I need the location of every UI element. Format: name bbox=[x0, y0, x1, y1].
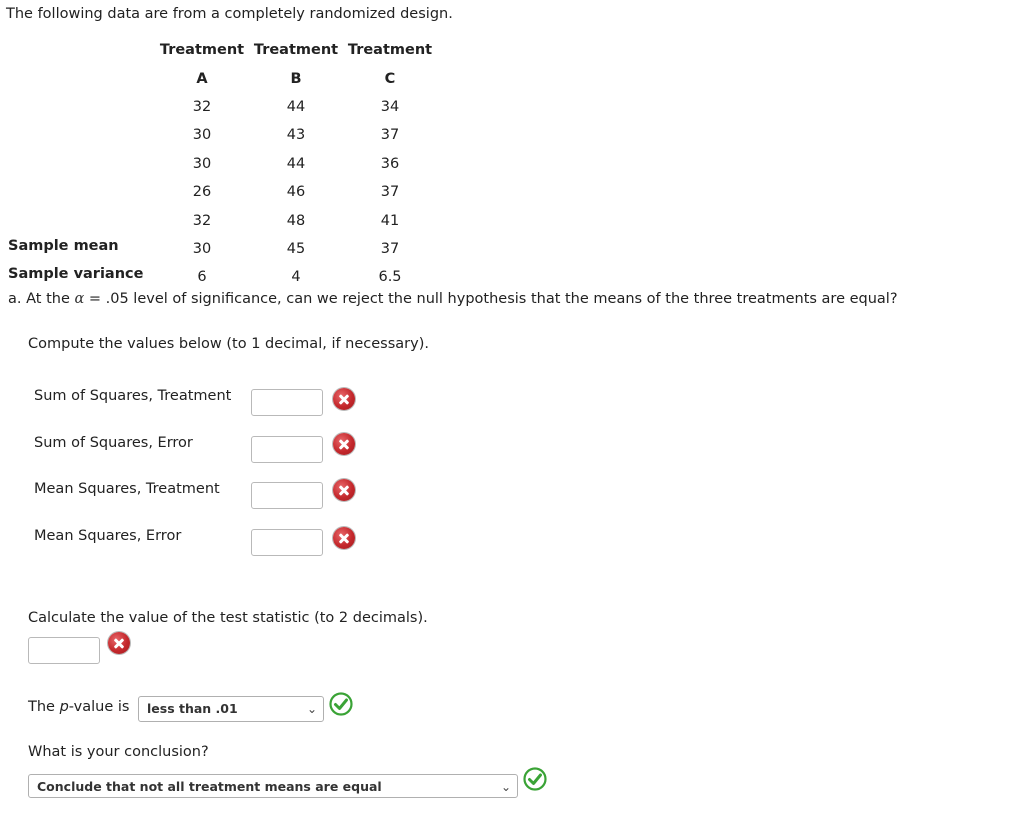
cell: 30 bbox=[192, 127, 212, 144]
ms-treatment-input[interactable] bbox=[251, 482, 323, 509]
cell: 37 bbox=[380, 240, 400, 257]
incorrect-icon bbox=[333, 527, 355, 549]
table-row bbox=[155, 206, 437, 234]
cell: 45 bbox=[286, 240, 306, 257]
cell: 44 bbox=[286, 98, 306, 115]
sample-mean-label: Sample mean bbox=[8, 238, 119, 254]
cell: 43 bbox=[286, 127, 306, 144]
cell: 34 bbox=[380, 98, 400, 115]
ss-error-input[interactable] bbox=[251, 436, 323, 463]
ss-treatment-input[interactable] bbox=[251, 389, 323, 416]
conclusion-select[interactable] bbox=[28, 774, 518, 798]
question-a-prefix: a. At the bbox=[8, 291, 70, 307]
table-row bbox=[155, 93, 437, 121]
pvalue-suffix: -value is bbox=[68, 699, 130, 715]
data-table bbox=[155, 36, 437, 292]
test-stat-input[interactable] bbox=[28, 637, 100, 664]
ss-treatment-label: Sum of Squares, Treatment bbox=[34, 388, 232, 404]
cell: 30 bbox=[192, 240, 212, 257]
chevron-down-icon: ⌄ bbox=[306, 702, 317, 716]
question-a-suffix: = .05 level of significance, can we reject the null hypothesis that the means of the three treatments are equal? bbox=[88, 291, 898, 307]
conclusion-question: What is your conclusion? bbox=[28, 744, 209, 760]
question-a bbox=[8, 291, 898, 307]
cell: 30 bbox=[192, 155, 212, 172]
table-row bbox=[155, 121, 437, 149]
header-treatment-a: Treatment bbox=[159, 42, 245, 59]
cell: 46 bbox=[286, 184, 306, 201]
cell: 32 bbox=[192, 98, 212, 115]
correct-icon bbox=[523, 767, 547, 791]
ss-error-label: Sum of Squares, Error bbox=[34, 435, 193, 451]
mean-row bbox=[155, 235, 437, 263]
variance-row bbox=[155, 263, 437, 291]
alpha-symbol: α bbox=[74, 291, 85, 307]
ms-error-label: Mean Squares, Error bbox=[34, 528, 182, 544]
cell: 37 bbox=[380, 127, 400, 144]
subheader-c: C bbox=[384, 70, 396, 87]
cell: 37 bbox=[380, 184, 400, 201]
subheader-b: B bbox=[290, 70, 302, 87]
subheader-a: A bbox=[196, 70, 208, 87]
cell: 26 bbox=[192, 184, 212, 201]
cell: 41 bbox=[380, 212, 400, 229]
cell: 36 bbox=[380, 155, 400, 172]
cell: 4 bbox=[291, 269, 301, 286]
header-treatment-c: Treatment bbox=[347, 42, 433, 59]
table-row bbox=[155, 150, 437, 178]
pvalue-label bbox=[28, 699, 129, 715]
test-stat-instruction: Calculate the value of the test statistic (to 2 decimals). bbox=[28, 610, 428, 626]
ms-treatment-label: Mean Squares, Treatment bbox=[34, 481, 220, 497]
compute-instruction: Compute the values below (to 1 decimal, if necessary). bbox=[28, 336, 429, 352]
cell: 6.5 bbox=[378, 269, 402, 286]
incorrect-icon bbox=[108, 632, 130, 654]
cell: 32 bbox=[192, 212, 212, 229]
cell: 48 bbox=[286, 212, 306, 229]
intro-text: The following data are from a completely randomized design. bbox=[6, 6, 453, 22]
cell: 44 bbox=[286, 155, 306, 172]
table-row bbox=[155, 178, 437, 206]
incorrect-icon bbox=[333, 433, 355, 455]
sample-variance-label: Sample variance bbox=[8, 266, 144, 282]
pvalue-prefix: The bbox=[28, 699, 55, 715]
header-treatment-b: Treatment bbox=[253, 42, 339, 59]
cell: 6 bbox=[197, 269, 207, 286]
correct-icon bbox=[329, 692, 353, 716]
pvalue-p: p bbox=[59, 699, 69, 715]
conclusion-selected: Conclude that not all treatment means are equal bbox=[37, 779, 382, 794]
chevron-down-icon: ⌄ bbox=[500, 780, 511, 794]
incorrect-icon bbox=[333, 388, 355, 410]
incorrect-icon bbox=[333, 479, 355, 501]
ms-error-input[interactable] bbox=[251, 529, 323, 556]
pvalue-selected: less than .01 bbox=[147, 701, 238, 716]
pvalue-select[interactable] bbox=[138, 696, 324, 722]
